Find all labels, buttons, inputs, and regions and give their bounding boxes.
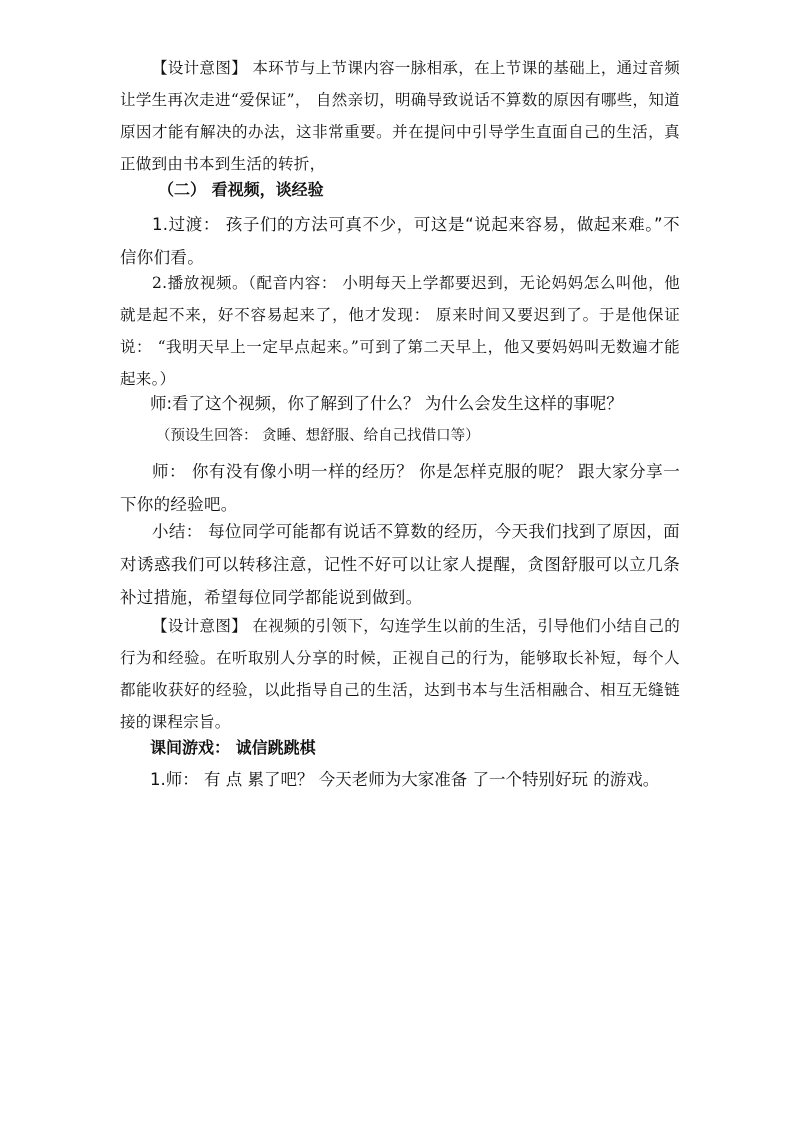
summary-paragraph: 小结： 每位同学可能都有说话不算数的经历，今天我们找到了原因，面对诱惑我们可以转移注意，记性不好可以让家人提醒，贪图舒服可以立几条补过措施，希望每位同学都能说到做到。 (120, 522, 680, 607)
game-heading: 课间游戏： 诚信跳跳棋 (150, 738, 316, 757)
teacher-question-2: 师： 你有没有像小明一样的经历？ 你是怎样克服的呢？ 跟大家分享一下你的经验吧。 (120, 462, 680, 514)
design-intent-paragraph-1: 【设计意图】 本环节与上节课内容一脉相承，在上节课的基础上，通过音频让学生再次走进“爱保证”， 自然亲切，明确导致说话不算数的原因有哪些，知道原因才能有解决的办法，这非常重要。并在提问中引导学生直面自己的生活，真正做到由书本到生活的转折， (120, 59, 680, 173)
preset-answer: （预设生回答： 贪睡、想舒服、给自己找借口等） (156, 428, 480, 444)
section-two-heading: （二） 看视频，谈经验 (158, 180, 324, 199)
transition-paragraph: 1.过渡： 孩子们的方法可真不少，可这是“说起来容易，做起来难。”不信你们看。 (120, 215, 680, 267)
design-intent-paragraph-2: 【设计意图】 在视频的引领下，勾连学生以前的生活，引导他们小结自己的行为和经验。在听取别人分享的时候，正视自己的行为，能够取长补短，每个人都能收获好的经验，以此指导自己的生活，达到书本与生活相融合、相互无缝链接的课程宗旨。 (120, 617, 680, 731)
teacher-question-1: 师:看了这个视频，你了解到了什么？ 为什么会发生这样的事呢？ (150, 394, 623, 413)
teacher-game-line: 1.师： 有 点 累了吧？ 今天老师为大家准备 了一个特别好玩 的游戏。 (150, 770, 660, 789)
play-video-paragraph: 2.播放视频。（配音内容： 小明每天上学都要迟到，无论妈妈怎么叫他，他就是起不来，好不容易起来了，他才发现： 原来时间又要迟到了。于是他保证说： “我明天早上一定早点起来。”可到了第二天早上，他又要妈妈叫无数遍才能起来。） (120, 274, 680, 388)
